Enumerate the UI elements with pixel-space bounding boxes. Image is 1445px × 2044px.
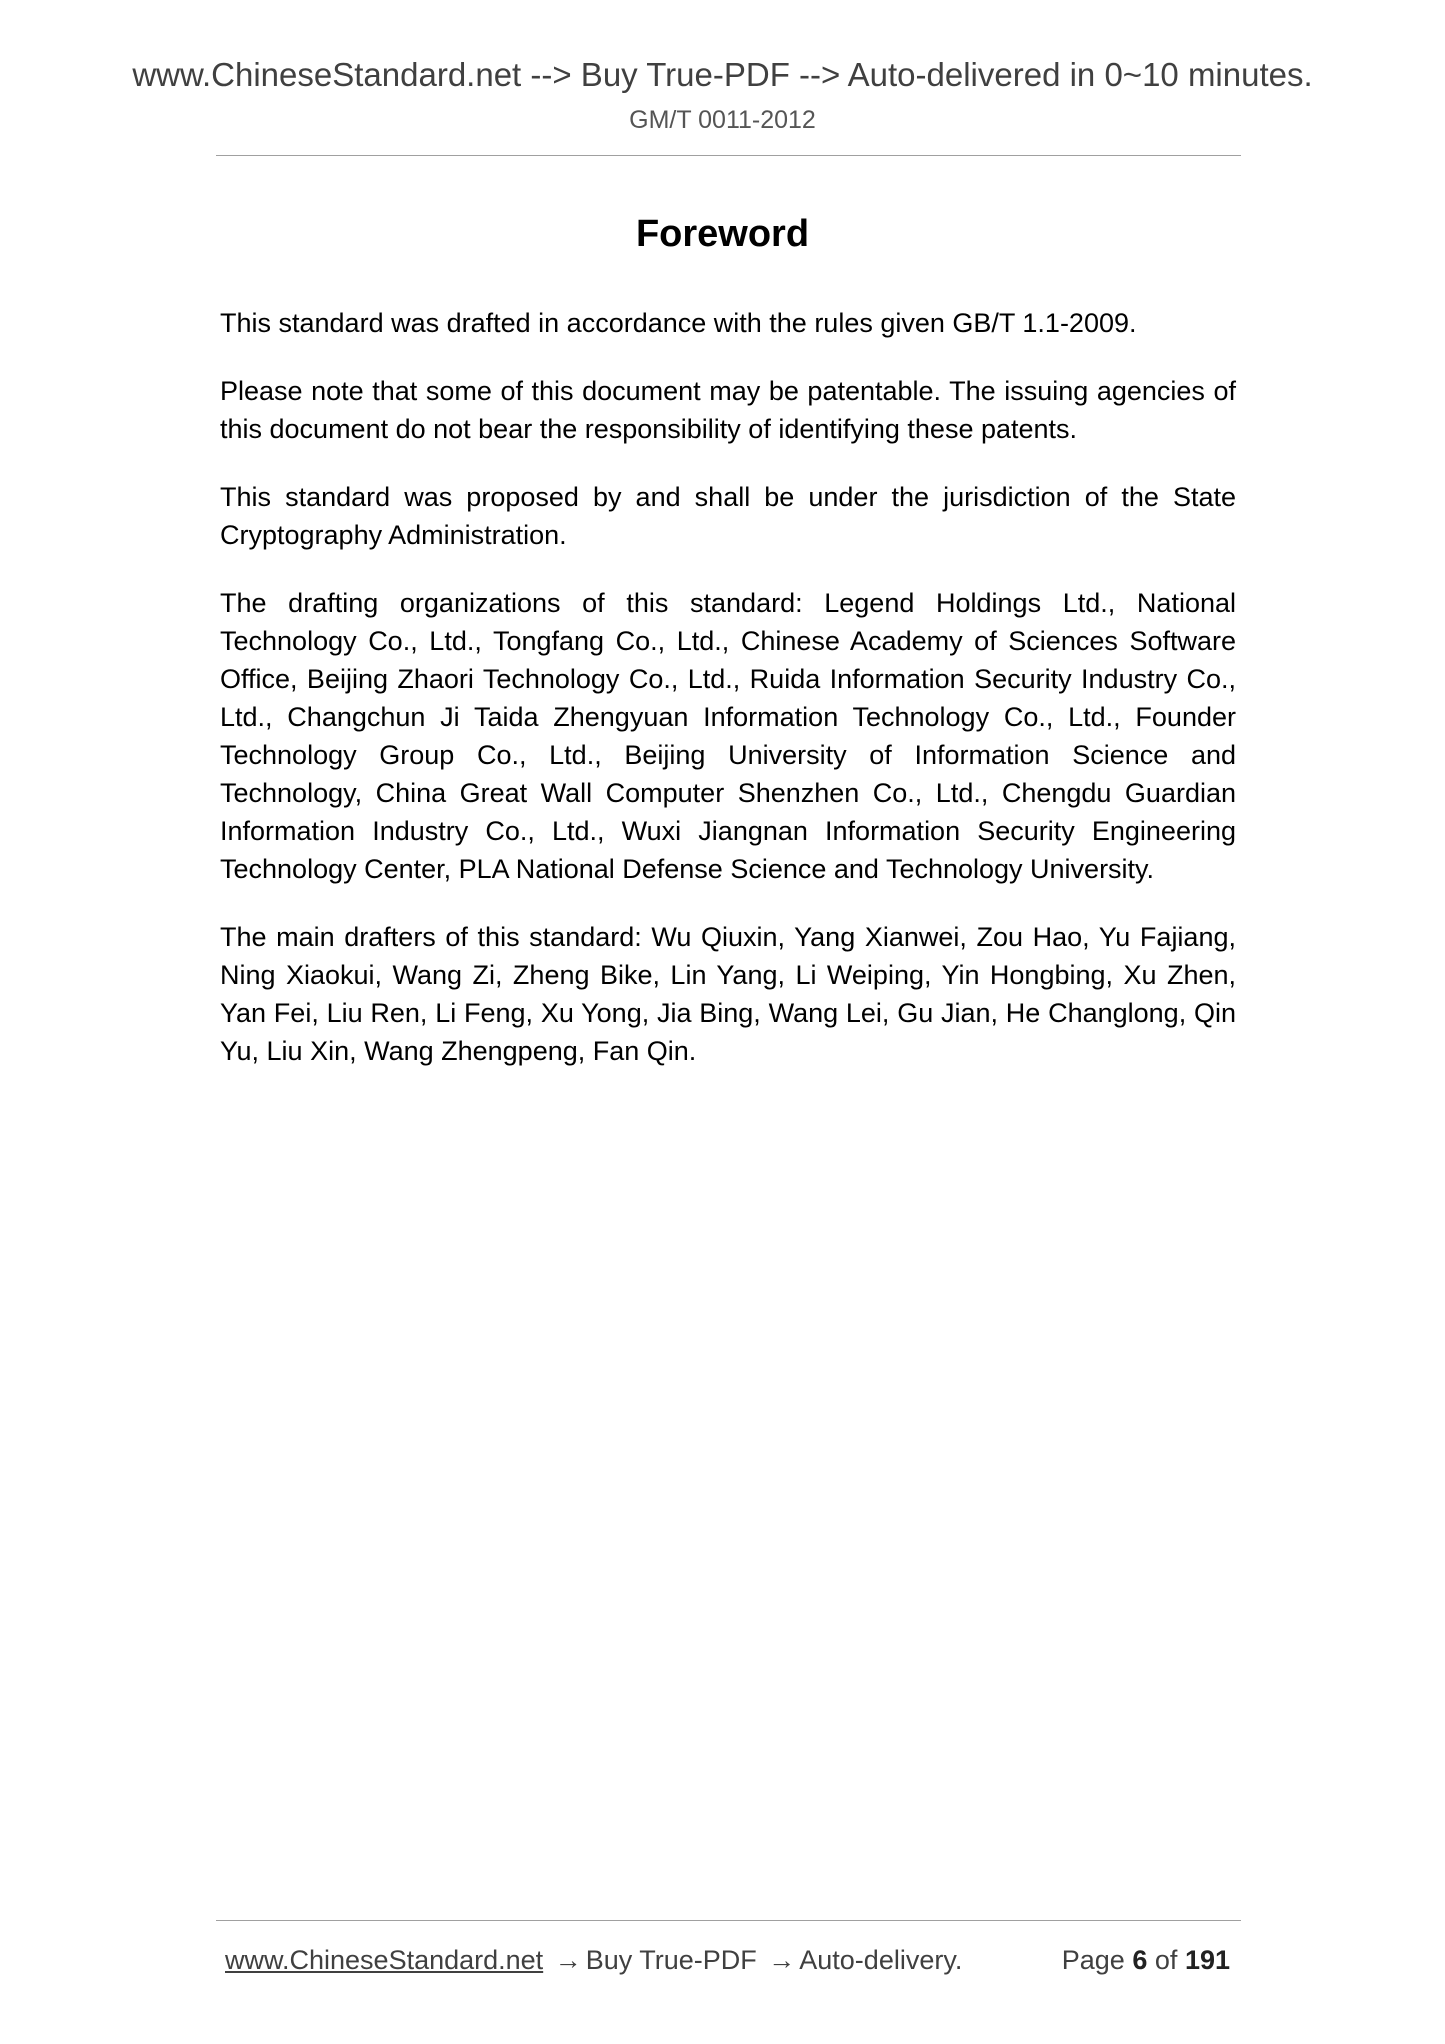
page-number — [1062, 1940, 1230, 1980]
page-footer — [225, 1940, 1230, 1980]
paragraph-main-drafters: The main drafters of this standard: Wu Qiuxin, Yang Xianwei, Zou Hao, Yu Fajiang, Ning Xiaokui, Wang Zi, Zheng Bike, Lin Yang, Li Weiping, Yin Hongbing, Xu Zhen, Yan Fei, Liu Ren, Li Feng, Xu Yong, Jia Bing, Wang Lei, Gu Jian, He Changlong, Qin Yu, Liu Xin, Wang Zhengpeng, Fan Qin. — [220, 922, 1236, 1066]
page-title: Foreword — [635, 213, 810, 255]
header-divider — [216, 155, 1241, 156]
page-of: of — [1154, 1945, 1178, 1975]
page-total: 191 — [1184, 1945, 1230, 1975]
document-code: GM/T 0011-2012 — [629, 106, 816, 134]
footer-left — [225, 1940, 962, 1980]
footer-buy-text: Buy True-PDF — [585, 1945, 757, 1975]
footer-divider — [216, 1920, 1241, 1921]
page-current: 6 — [1132, 1945, 1148, 1975]
footer-delivery-text: Auto-delivery. — [799, 1945, 963, 1975]
paragraph-patent-notice: Please note that some of this document may be patentable. The issuing agencies of this document do not bear the responsibility of identifying these patents. — [220, 376, 1236, 444]
arrow-right-icon: → — [554, 1945, 582, 1975]
paragraph-drafting-rules: This standard was drafted in accordance with the rules given GB/T 1.1-2009. — [220, 308, 1137, 338]
top-banner: www.ChineseStandard.net --> Buy True-PDF --> Auto-delivered in 0~10 minutes. — [132, 56, 1313, 93]
paragraph-jurisdiction: This standard was proposed by and shall be under the jurisdiction of the State Cryptography Administration. — [220, 482, 1236, 550]
arrow-right-icon: → — [768, 1945, 796, 1975]
paragraph-drafting-organizations: The drafting organizations of this standard: Legend Holdings Ltd., National Technology Co., Ltd., Tongfang Co., Ltd., Chinese Academy of Sciences Software Office, Beijing Zhaori Technology Co., Ltd., Ruida Information Security Industry Co., Ltd., Changchun Ji Taida Zhengyuan Information Technology Co., Ltd., Founder Technology Group Co., Ltd., Beijing University of Information Science and Technology, China Great Wall Computer Shenzhen Co., Ltd., Chengdu Guardian Information Industry Co., Ltd., Wuxi Jiangnan Information Security Engineering Technology Center, PLA National Defense Science and Technology University. — [220, 588, 1236, 884]
page-label: Page — [1061, 1945, 1125, 1975]
foreword-body — [220, 304, 1236, 1100]
footer-site-link[interactable]: www.ChineseStandard.net — [225, 1945, 544, 1975]
